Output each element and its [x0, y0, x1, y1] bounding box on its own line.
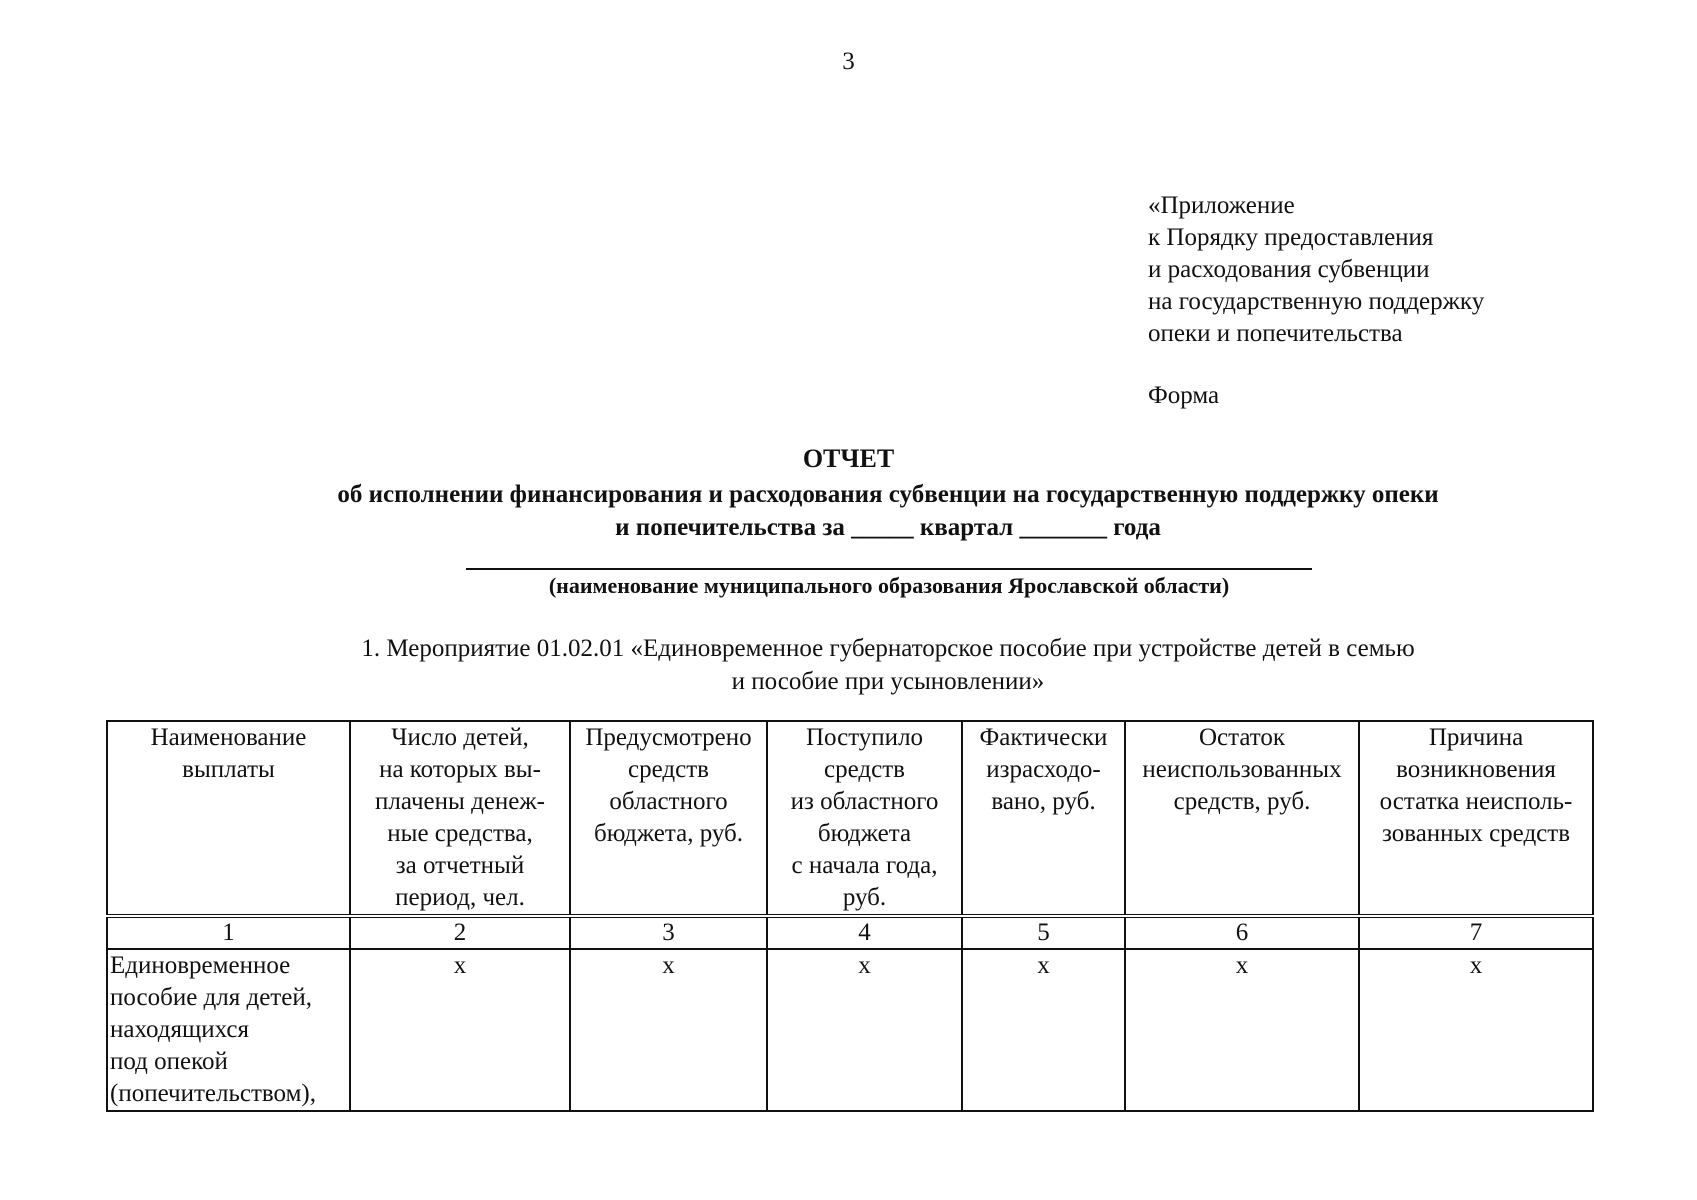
header-balance-reason: Причина возникновения остатка неисполь- зованных средств — [1359, 721, 1593, 916]
column-number: 4 — [767, 916, 962, 949]
table-header-row — [107, 721, 1593, 916]
event-heading-line: и пособие при усыновлении» — [731, 668, 1045, 695]
appendix-line: на государственную поддержку — [1148, 288, 1485, 315]
appendix-line: и расходования субвенции — [1148, 256, 1430, 283]
appendix-line: «Приложение — [1148, 192, 1295, 219]
column-number: 5 — [962, 916, 1125, 949]
report-title: ОТЧЕТ — [802, 444, 895, 473]
header-payment-name: Наименование выплаты — [107, 721, 350, 916]
event-heading — [0, 632, 1697, 698]
table-cell: x — [350, 949, 570, 1111]
table-cell: x — [767, 949, 962, 1111]
column-number: 2 — [350, 916, 570, 949]
column-number: 1 — [107, 916, 350, 949]
header-planned-funds: Предусмотрено средств областного бюджета, руб. — [570, 721, 767, 916]
event-heading-line: 1. Мероприятие 01.02.01 «Единовременное губернаторское пособие при устройстве детей в семью — [361, 635, 1415, 662]
report-table — [106, 720, 1594, 1112]
appendix-line: опеки и попечительства — [1148, 320, 1403, 347]
table-cell: x — [570, 949, 767, 1111]
page-number: 3 — [842, 48, 855, 75]
appendix-block — [1148, 190, 1484, 350]
table-cell: x — [962, 949, 1125, 1111]
column-number-row — [107, 916, 1593, 949]
header-unused-balance: Остаток неиспользованных средств, руб. — [1125, 721, 1359, 916]
form-label: Форма — [1148, 382, 1220, 409]
appendix-line: к Порядку предоставления — [1148, 224, 1434, 251]
report-subtitle — [0, 478, 1697, 544]
table-row — [107, 949, 1593, 1111]
table-cell: x — [1359, 949, 1593, 1111]
report-subtitle-line: об исполнении финансирования и расходования субвенции на государственную поддержку опеки — [337, 481, 1439, 508]
report-subtitle-line: и попечительства за _____ квартал _______ года — [615, 514, 1161, 541]
column-number: 7 — [1359, 916, 1593, 949]
column-number: 6 — [1125, 916, 1359, 949]
table-cell: x — [1125, 949, 1359, 1111]
table-cell-payment-name: Единовременное пособие для детей, находящихся под опекой (попечительством), — [107, 949, 350, 1111]
municipality-caption: (наименование муниципального образования Ярославской области) — [548, 573, 1230, 598]
header-actual-spent: Фактически израсходо- вано, руб. — [962, 721, 1125, 916]
header-received-funds: Поступило средств из областного бюджета с начала года, руб. — [767, 721, 962, 916]
column-number: 3 — [570, 916, 767, 949]
municipality-fill-line — [466, 568, 1312, 570]
header-children-count: Число детей, на которых вы- плачены денеж- ные средства, за отчетный период, чел. — [350, 721, 570, 916]
